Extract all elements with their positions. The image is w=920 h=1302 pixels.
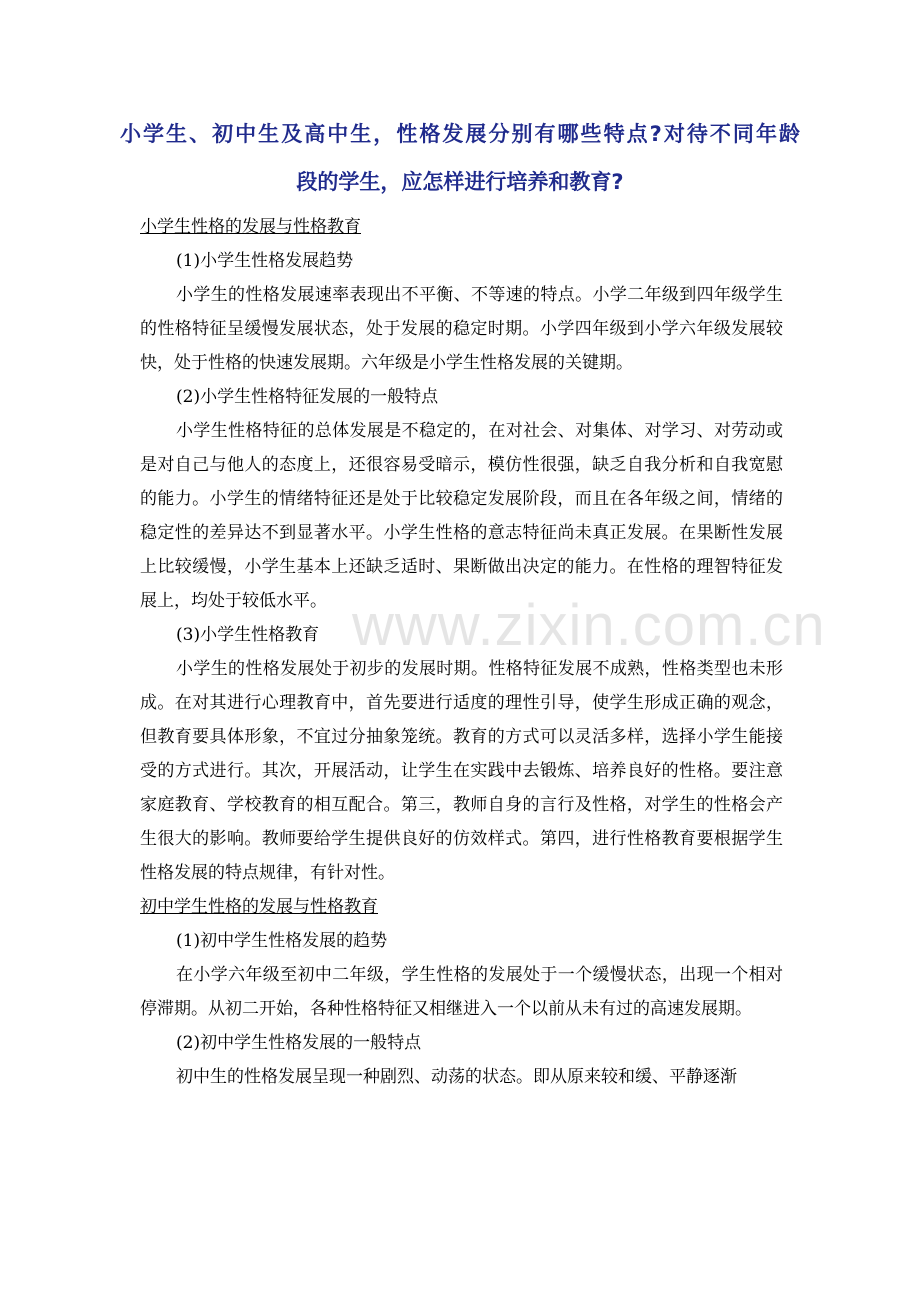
subheading-primary-trend: (1)小学生性格发展趋势 xyxy=(176,251,354,271)
title-line-2: 段的学生，应怎样进行培养和教育? xyxy=(296,170,624,194)
section-heading-primary: 小学生性格的发展与性格教育 xyxy=(140,217,361,237)
paragraph-primary-features: 小学生性格特征的总体发展是不稳定的，在对社会、对集体、对学习、对劳动或是对自己与他人的态度上，还很容易受暗示，模仿性很强，缺乏自我分析和自我宽慰的能力。小学生的情绪特征还是处于比较稳定发展阶段，而且在各年级之间，情绪的稳定性的差异达不到显著水平。小学生性格的意志特征尚未真正发展。在果断性发展上比较缓慢，小学生基本上还缺乏适时、果断做出决定的能力。在性格的理智特征发展上，均处于较低水平。 xyxy=(140,421,783,611)
subheading-primary-education: (3)小学生性格教育 xyxy=(176,625,320,645)
paragraph-primary-trend: 小学生的性格发展速率表现出不平衡、不等速的特点。小学二年级到四年级学生的性格特征呈缓慢发展状态，处于发展的稳定时期。小学四年级到小学六年级发展较快，处于性格的快速发展期。六年级是小学生性格发展的关键期。 xyxy=(140,285,783,373)
paragraph-primary-education: 小学生的性格发展处于初步的发展时期。性格特征发展不成熟，性格类型也未形成。在对其进行心理教育中，首先要进行适度的理性引导，使学生形成正确的观念，但教育要具体形象，不宜过分抽象笼统。教育的方式可以灵活多样，选择小学生能接受的方式进行。其次，开展活动，让学生在实践中去锻炼、培养良好的性格。要注意家庭教育、学校教育的相互配合。第三，教师自身的言行及性格，对学生的性格会产生很大的影响。教师要给学生提供良好的仿效样式。第四，进行性格教育要根据学生性格发展的特点规律，有针对性。 xyxy=(140,659,783,883)
watermark-text: www.zixin.com.cn xyxy=(352,593,826,658)
section-heading-junior: 初中学生性格的发展与性格教育 xyxy=(140,897,378,917)
paragraph-junior-trend: 在小学六年级至初中二年级，学生性格的发展处于一个缓慢状态，出现一个相对停滞期。从初二开始，各种性格特征又相继进入一个以前从未有过的高速发展期。 xyxy=(140,965,783,1019)
paragraph-junior-features: 初中生的性格发展呈现一种剧烈、动荡的状态。即从原来较和缓、平静逐渐 xyxy=(176,1067,737,1087)
subheading-junior-features: (2)初中学生性格发展的一般特点 xyxy=(176,1033,422,1053)
subheading-primary-features: (2)小学生性格特征发展的一般特点 xyxy=(176,387,439,407)
title-line-1: 小学生、初中生及高中生，性格发展分别有哪些特点?对待不同年龄 xyxy=(120,122,800,146)
document-body xyxy=(140,210,783,1094)
document-title xyxy=(120,110,800,206)
subheading-junior-trend: (1)初中学生性格发展的趋势 xyxy=(176,931,388,951)
